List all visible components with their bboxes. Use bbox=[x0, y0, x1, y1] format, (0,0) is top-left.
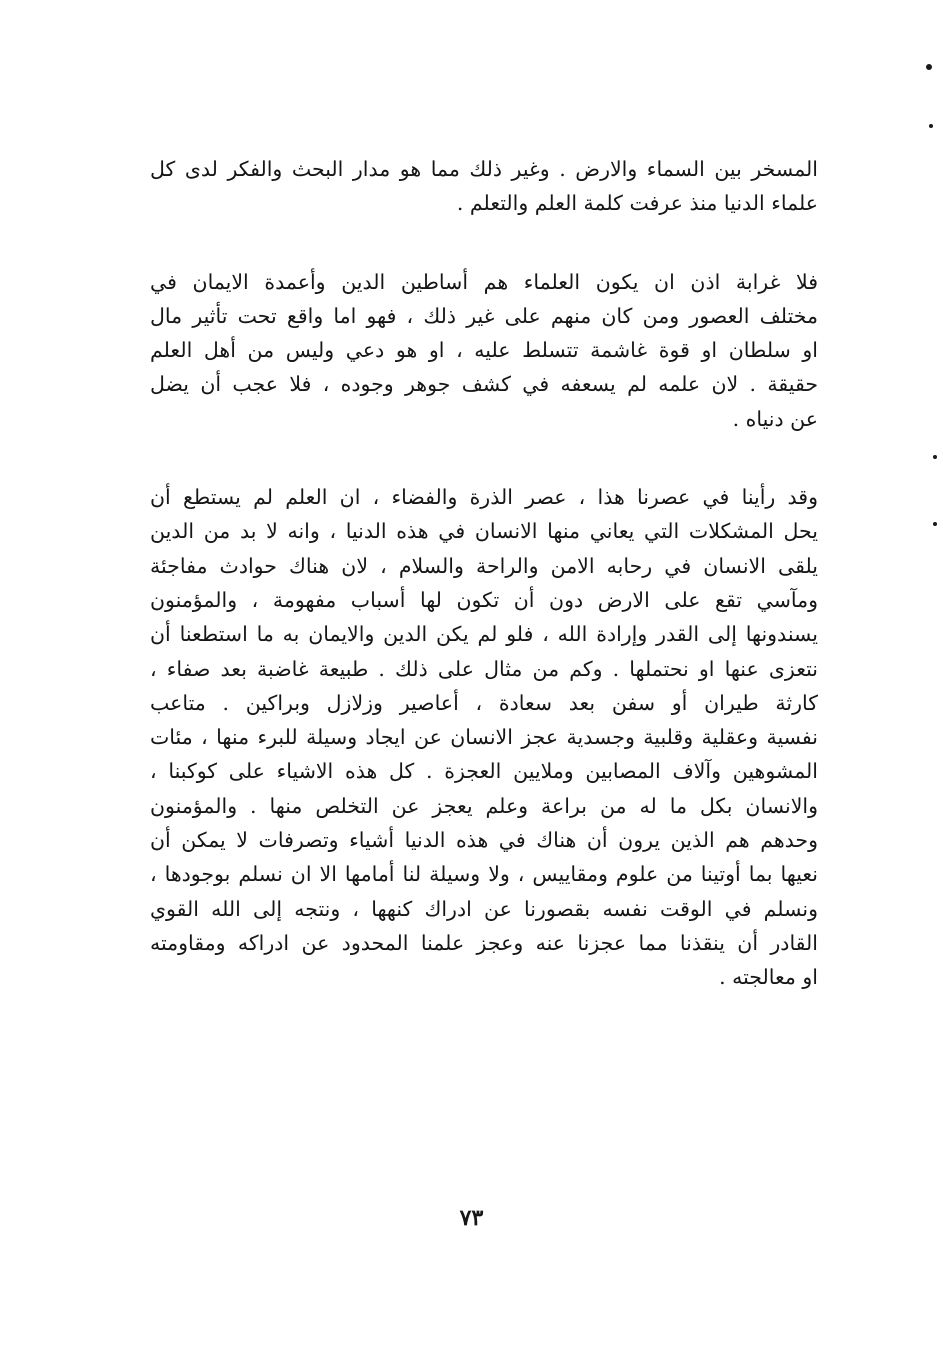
text-line: علماء الدنيا منذ عرفت كلمة العلم والتعلم . bbox=[456, 191, 818, 216]
margin-mark bbox=[933, 522, 937, 526]
text-line: نعيها بما أوتينا من علوم ومقاييس ، ولا وسيلة لنا أمامها الا ان نسلم بوجودها ، bbox=[150, 862, 818, 887]
text-line: وحدهم هم الذين يرون أن هناك في هذه الدنيا أشياء وتصرفات لا يمكن أن bbox=[150, 828, 818, 853]
text-line: والانسان بكل ما له من براعة وعلم يعجز عن التخلص منها . والمؤمنون bbox=[150, 793, 818, 818]
text-line: او معالجته . bbox=[719, 965, 818, 990]
text-line: كارثة طيران أو سفن بعد سعادة ، أعاصير وزلازل وبراكين . متاعب bbox=[150, 690, 818, 715]
text-line: يسندونها إلى القدر وإرادة الله ، فلو لم يكن الدين والايمان به ما استطعنا أن bbox=[150, 622, 818, 647]
page-text bbox=[150, 152, 818, 995]
text-line: او سلطان او قوة غاشمة تتسلط عليه ، او هو دعي وليس من أهل العلم bbox=[150, 338, 818, 363]
text-line: ونسلم في الوقت نفسه بقصورنا عن ادراك كنهها ، ونتجه إلى الله القوي bbox=[150, 896, 818, 921]
text-line: المشوهين وآلاف المصابين وملايين العجزة . كل هذه الاشياء على كوكبنا ، bbox=[150, 759, 818, 784]
paragraph-3 bbox=[150, 480, 818, 994]
text-line: المسخر بين السماء والارض . وغير ذلك مما هو مدار البحث والفكر لدى كل bbox=[150, 157, 818, 181]
text-line: نفسية وعقلية وقلبية وجسدية عجز الانسان عن ايجاد وسيلة للبرء منها ، مئات bbox=[150, 725, 818, 750]
text-line: القادر أن ينقذنا مما عجزنا عنه وعجز علمنا المحدود عن ادراكه ومقاومته bbox=[150, 930, 818, 955]
page-number: ٧٣ bbox=[459, 1205, 484, 1231]
margin-mark bbox=[933, 455, 937, 459]
text-line: ومآسي تقع على الارض دون أن تكون لها أسباب مفهومة ، والمؤمنون bbox=[150, 587, 818, 612]
text-line: يحل المشكلات التي يعاني منها الانسان في هذه الدنيا ، وانه لا بد من الدين bbox=[150, 519, 818, 544]
paragraph-2 bbox=[150, 265, 818, 436]
text-line: عن دنياه . bbox=[732, 406, 818, 431]
margin-mark bbox=[926, 64, 932, 70]
text-line: يلقى الانسان في رحابه الامن والراحة والسلام ، لان هناك حوادث مفاجئة bbox=[150, 553, 818, 578]
text-line: وقد رأينا في عصرنا هذا ، عصر الذرة والفضاء ، ان العلم لم يستطع أن bbox=[150, 485, 818, 510]
paragraph-1 bbox=[150, 152, 818, 221]
text-line: نتعزى عنها او نحتملها . وكم من مثال على ذلك . طبيعة غاضبة بعد صفاء ، bbox=[150, 656, 818, 681]
text-line: مختلف العصور ومن كان منهم على غير ذلك ، فهو اما واقع تحت تأثير مال bbox=[150, 303, 818, 328]
text-line: فلا غرابة اذن ان يكون العلماء هم أساطين الدين وأعمدة الايمان في bbox=[150, 269, 818, 294]
margin-mark bbox=[929, 124, 933, 128]
text-line: حقيقة . لان علمه لم يسعفه في كشف جوهر وجوده ، فلا عجب أن يضل bbox=[150, 372, 818, 397]
